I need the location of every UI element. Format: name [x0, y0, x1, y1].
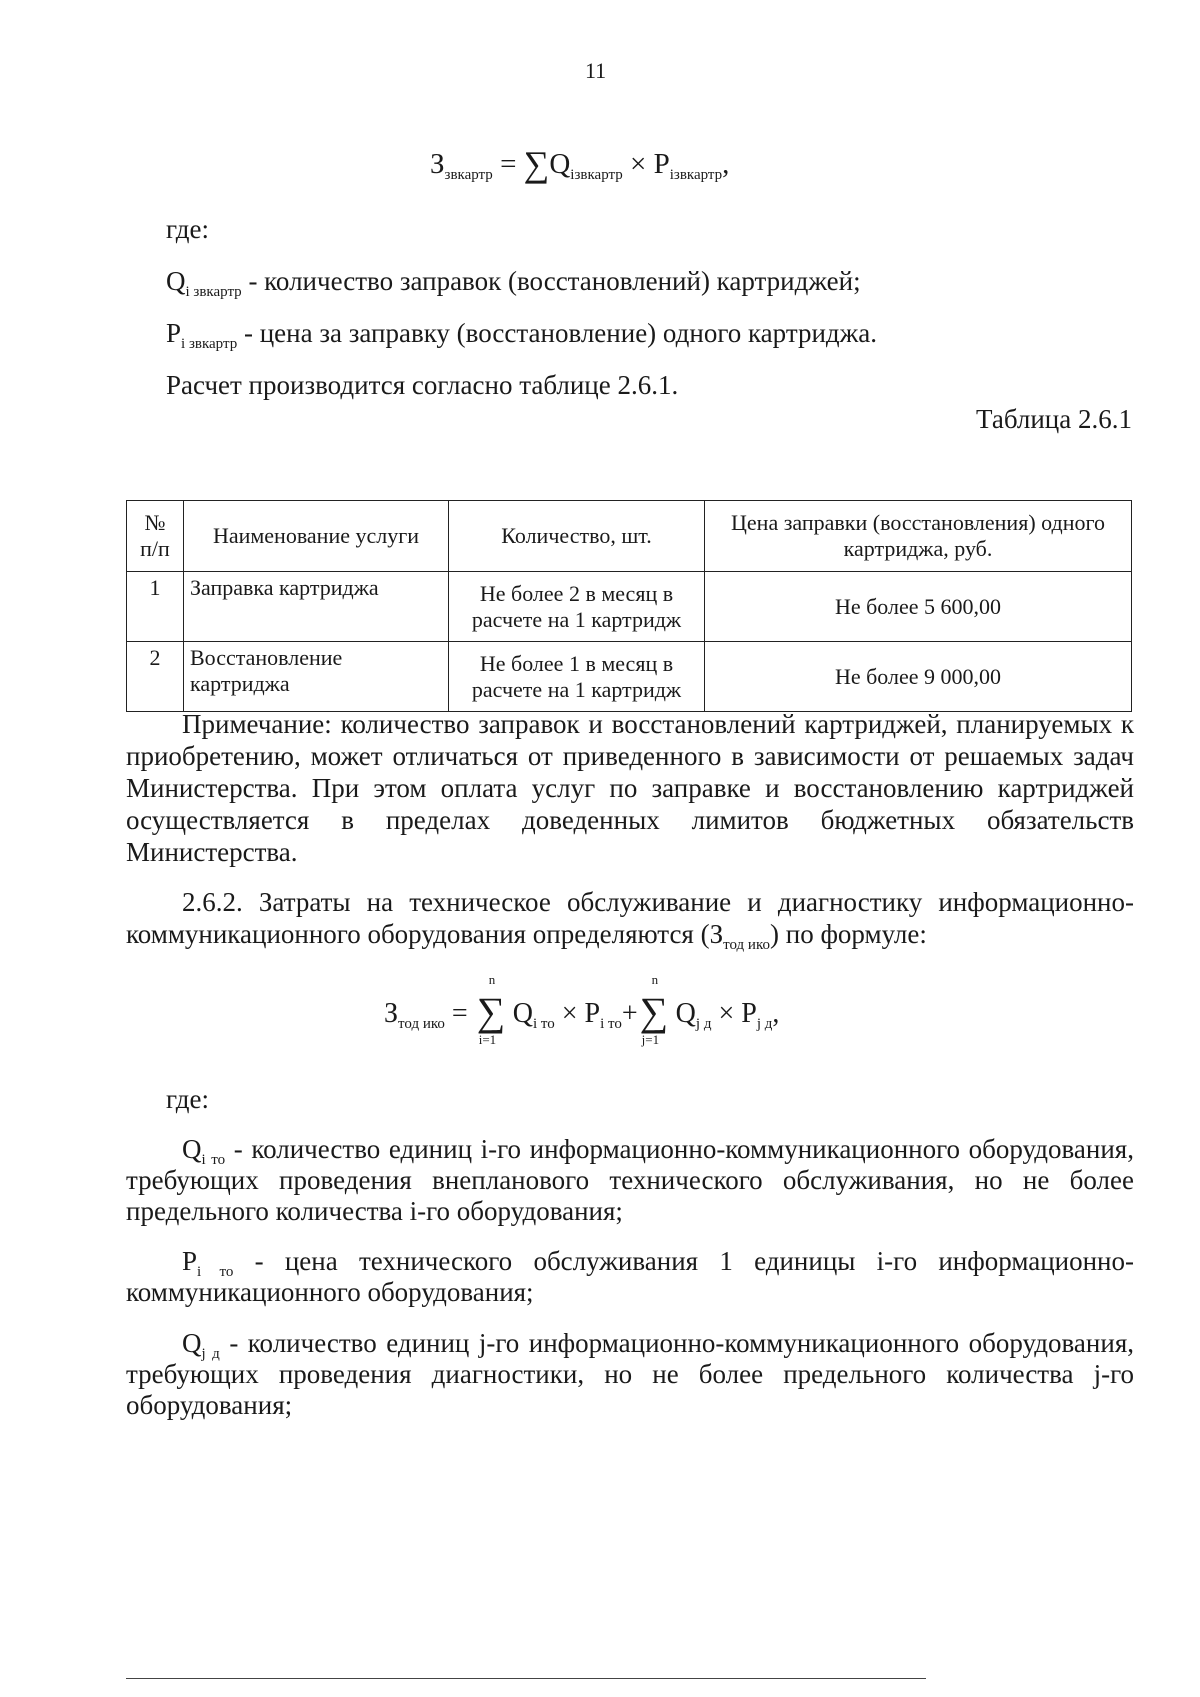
page-number: 11 — [585, 58, 607, 83]
def-symbol: Q — [182, 1134, 202, 1164]
def-subscript: i звкартр — [181, 336, 238, 352]
table-caption: Таблица 2.6.1 — [976, 404, 1132, 434]
cell-service-name: Заправка картриджа — [184, 572, 449, 642]
header-quantity: Количество, шт. — [449, 501, 705, 572]
def-symbol: Q — [166, 266, 186, 296]
formula-lhs: З — [384, 998, 399, 1029]
def-symbol: P — [166, 318, 182, 348]
header-number: № п/п — [127, 501, 184, 572]
sum-symbol: ∑ — [523, 144, 550, 184]
cartridge-price-table — [126, 500, 1132, 712]
section-2-6-2-paragraph — [126, 886, 1134, 953]
formula-p2: P — [741, 998, 757, 1029]
formula-q: Q — [549, 148, 571, 180]
header-price: Цена заправки (восстановления) одного картриджа, руб. — [705, 501, 1132, 572]
formula-comma: , — [722, 148, 730, 180]
formula-lhs: З — [430, 148, 445, 180]
formula-q1: Q — [512, 998, 533, 1029]
cell-quantity: Не более 2 в месяц в расчете на 1 картридж — [449, 572, 705, 642]
formula-times: × — [561, 998, 578, 1029]
formula-q2: Q — [675, 998, 696, 1029]
calc-note: Расчет производится согласно таблице 2.6.1. — [166, 370, 679, 400]
formula-cartridge — [430, 140, 729, 182]
section-text-b: ) по формуле: — [770, 919, 927, 949]
sum-upper-limit: n — [651, 972, 659, 987]
definition-q-diagnostics — [126, 1328, 1134, 1421]
formula-times: × — [718, 998, 735, 1029]
section-subscript: тод ико — [723, 937, 770, 953]
definition-p-maintenance — [126, 1246, 1134, 1308]
def-text: - цена технического обслуживания 1 единицы i-го информационно-коммуникационного оборудования; — [126, 1246, 1134, 1307]
section-text-a: 2.6.2. Затраты на техническое обслуживание и диагностику информационно-коммуникационного оборудования определяются (З — [126, 887, 1134, 949]
formula-lhs-subscript: звкартр — [444, 167, 493, 183]
cell-service-name: Восстановление картриджа — [184, 642, 449, 712]
def-symbol: P — [182, 1246, 198, 1276]
sum-lower-limit: j=1 — [641, 1032, 660, 1047]
formula-p1-subscript: i то — [600, 1016, 622, 1032]
where-label: где: — [166, 214, 209, 244]
cell-price: Не более 9 000,00 — [705, 642, 1132, 712]
formula-p-subscript: iзвкартр — [669, 167, 723, 183]
table-header-row — [127, 501, 1132, 572]
def-text: - количество единиц i-го информационно-коммуникационного оборудования, требующих проведения внепланового технического обслуживания, но не более предельного количества i-го оборудования; — [126, 1134, 1134, 1226]
where-label: где: — [166, 1084, 209, 1114]
formula-q2-subscript: j д — [695, 1016, 712, 1032]
def-text: - цена за заправку (восстановление) одного картриджа. — [237, 318, 878, 348]
formula-lhs-subscript: тод ико — [398, 1016, 445, 1032]
cell-price: Не более 5 600,00 — [705, 572, 1132, 642]
def-subscript: i то — [197, 1264, 234, 1280]
formula-equals: = — [451, 998, 468, 1029]
definition-p-cartridge — [166, 318, 878, 352]
definition-q-maintenance — [126, 1134, 1134, 1227]
formula-comma: , — [772, 998, 780, 1029]
definition-q-cartridge — [166, 266, 861, 300]
def-text: - количество заправок (восстановлений) картриджей; — [241, 266, 861, 296]
cell-number: 2 — [127, 642, 184, 712]
formula-q1-subscript: i то — [532, 1016, 555, 1032]
formula-equals: = — [500, 148, 517, 180]
table-row — [127, 572, 1132, 642]
def-symbol: Q — [182, 1328, 202, 1358]
sum-symbol: ∑ — [639, 989, 669, 1034]
formula-maintenance — [384, 972, 780, 1047]
sum-upper-limit: n — [488, 972, 496, 987]
formula-times: × — [629, 148, 647, 180]
note-paragraph: Примечание: количество заправок и восстановлений картриджей, планируемых к приобретению, может отличаться от приведенного в зависимости от решаемых задач Министерства. При этом оплата услуг по заправке и восстановлению картриджей осуществляется в пределах доведенных лимитов бюджетных обязательств Министерства. — [126, 709, 1134, 867]
formula-p2-subscript: j д — [756, 1016, 773, 1032]
def-text: - количество единиц j-го информационно-коммуникационного оборудования, требующих проведения диагностики, но не более предельного количества j-го оборудования; — [126, 1328, 1134, 1420]
formula-q-subscript: iзвкартр — [570, 167, 623, 183]
header-service-name: Наименование услуги — [184, 501, 449, 572]
cell-number: 1 — [127, 572, 184, 642]
bottom-divider — [126, 1678, 926, 1679]
formula-plus: + — [621, 998, 638, 1029]
formula-p: P — [653, 148, 670, 180]
sum-block-j — [638, 972, 676, 1047]
cell-quantity: Не более 1 в месяц в расчете на 1 картридж — [449, 642, 705, 712]
sum-block-i — [475, 972, 513, 1047]
sum-lower-limit: i=1 — [478, 1032, 497, 1047]
def-subscript: i то — [201, 1152, 226, 1168]
def-subscript: j д — [201, 1346, 220, 1362]
formula-p1: P — [584, 998, 601, 1029]
def-subscript: i звкартр — [185, 284, 242, 300]
sum-symbol: ∑ — [476, 989, 506, 1034]
table-row — [127, 642, 1132, 712]
